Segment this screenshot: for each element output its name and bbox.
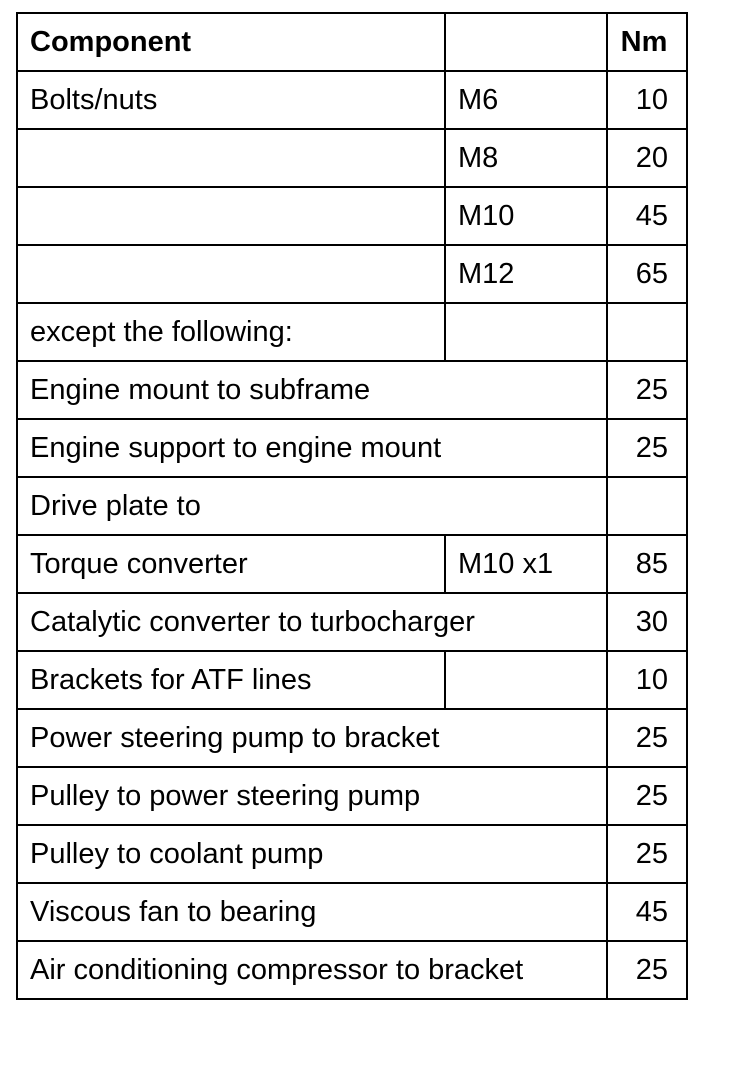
- header-size: [445, 13, 607, 71]
- component-cell: Catalytic converter to turbocharger: [17, 593, 607, 651]
- table-row: [17, 187, 687, 245]
- header-component: Component: [17, 13, 445, 71]
- table-row: [17, 651, 687, 709]
- component-cell: Pulley to power steering pump: [17, 767, 607, 825]
- component-cell: Bolts/nuts: [17, 71, 445, 129]
- table-row: [17, 419, 687, 477]
- size-cell: M10: [445, 187, 607, 245]
- component-cell: [17, 187, 445, 245]
- component-cell: Power steering pump to bracket: [17, 709, 607, 767]
- table-row: [17, 709, 687, 767]
- size-cell: [445, 651, 607, 709]
- component-cell: Pulley to coolant pump: [17, 825, 607, 883]
- size-cell: M6: [445, 71, 607, 129]
- component-cell: Drive plate to: [17, 477, 607, 535]
- table-row: [17, 593, 687, 651]
- nm-cell: 10: [607, 651, 687, 709]
- table-row: [17, 245, 687, 303]
- table-row: [17, 767, 687, 825]
- size-cell: M10 x1: [445, 535, 607, 593]
- nm-cell: 65: [607, 245, 687, 303]
- component-cell: Torque converter: [17, 535, 445, 593]
- component-cell: Engine support to engine mount: [17, 419, 607, 477]
- component-cell: [17, 245, 445, 303]
- component-cell: except the following:: [17, 303, 445, 361]
- component-cell: [17, 129, 445, 187]
- nm-cell: 10: [607, 71, 687, 129]
- nm-cell: 25: [607, 941, 687, 999]
- nm-cell: [607, 477, 687, 535]
- component-cell: Air conditioning compressor to bracket: [17, 941, 607, 999]
- component-cell: Viscous fan to bearing: [17, 883, 607, 941]
- component-cell: Brackets for ATF lines: [17, 651, 445, 709]
- nm-cell: 25: [607, 709, 687, 767]
- nm-cell: 25: [607, 419, 687, 477]
- nm-cell: [607, 303, 687, 361]
- table-row: [17, 71, 687, 129]
- nm-cell: 45: [607, 187, 687, 245]
- nm-cell: 30: [607, 593, 687, 651]
- size-cell: M8: [445, 129, 607, 187]
- size-cell: M12: [445, 245, 607, 303]
- table-row: [17, 303, 687, 361]
- table-row: [17, 477, 687, 535]
- nm-cell: 25: [607, 767, 687, 825]
- nm-cell: 25: [607, 361, 687, 419]
- nm-cell: 20: [607, 129, 687, 187]
- table-row: [17, 535, 687, 593]
- size-cell: [445, 303, 607, 361]
- table-row: [17, 883, 687, 941]
- nm-cell: 85: [607, 535, 687, 593]
- component-cell: Engine mount to subframe: [17, 361, 607, 419]
- header-nm: Nm: [607, 13, 687, 71]
- table-row: [17, 941, 687, 999]
- nm-cell: 45: [607, 883, 687, 941]
- table-row: [17, 129, 687, 187]
- table-row: [17, 361, 687, 419]
- torque-spec-table: [16, 12, 688, 1000]
- table-header-row: [17, 13, 687, 71]
- table-row: [17, 825, 687, 883]
- nm-cell: 25: [607, 825, 687, 883]
